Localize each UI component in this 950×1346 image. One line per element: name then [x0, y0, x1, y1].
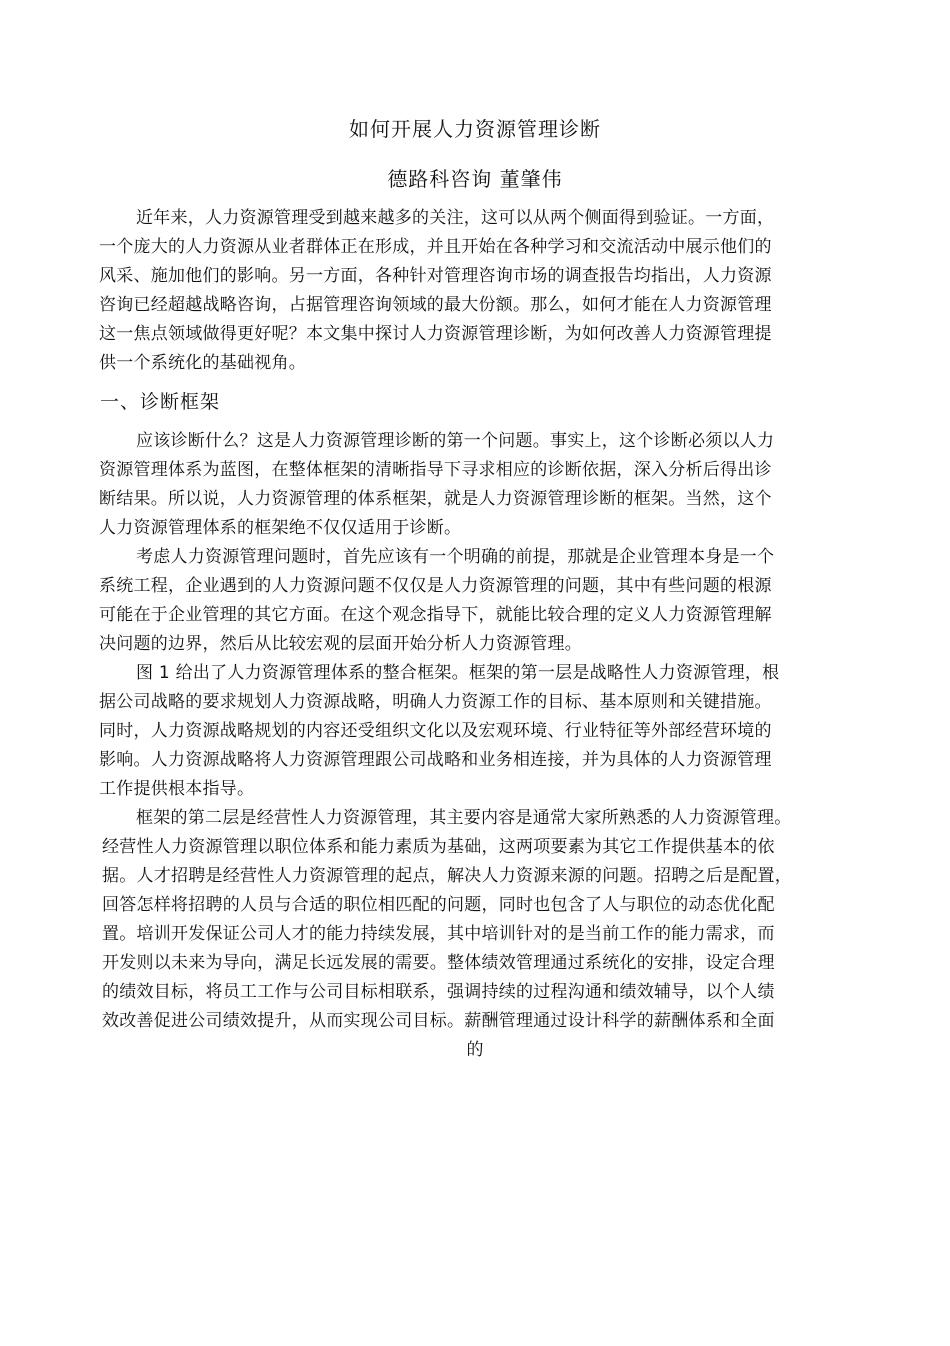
section-heading: 一、诊断框架 [100, 391, 221, 413]
paragraph-line: 影响。人力资源战略将人力资源管理跟公司战略和业务相连接，并为具体的人力资源管理 [99, 750, 772, 770]
paragraph-line: 据公司战略的要求规划人力资源战略，明确人力资源工作的目标、基本原则和关键措施。 [99, 692, 772, 712]
document-author: 德路科咨询 董肇伟 [387, 167, 563, 191]
paragraph-line: 开发则以未来为导向，满足长远发展的需要。整体绩效管理通过系统化的安排，设定合理 [102, 953, 775, 973]
paragraph-line: 回答怎样将招聘的人员与合适的职位相匹配的问题，同时也包含了人与职位的动态优化配 [102, 895, 775, 915]
paragraph-line: 近年来，人力资源管理受到越来越多的关注，这可以从两个侧面得到验证。一方面， [136, 208, 775, 228]
paragraph-line: 咨询已经超越战略咨询，占据管理咨询领域的最大份额。那么，如何才能在人力资源管理 [99, 295, 772, 315]
paragraph-line: 资源管理体系为蓝图，在整体框架的清晰指导下寻求相应的诊断依据，深入分析后得出诊 [99, 460, 772, 480]
paragraph-line: 图 1 给出了人力资源管理体系的整合框架。框架的第一层是战略性人力资源管理，根 [136, 663, 780, 683]
paragraph-line: 工作提供根本指导。 [99, 779, 255, 799]
trailing-word: 的 [466, 1040, 484, 1060]
paragraph-line: 决问题的边界，然后从比较宏观的层面开始分析人力资源管理。 [99, 634, 582, 654]
paragraph-line: 断结果。所以说，人力资源管理的体系框架，就是人力资源管理诊断的框架。当然，这个 [99, 489, 772, 509]
paragraph-line: 框架的第二层是经营性人力资源管理，其主要内容是通常大家所熟悉的人力资源管理。 [136, 808, 792, 828]
paragraph-line: 效改善促进公司绩效提升，从而实现公司目标。薪酬管理通过设计科学的薪酬体系和全面 [102, 1011, 775, 1031]
paragraph-line: 供一个系统化的基础视角。 [99, 353, 306, 373]
document-title: 如何开展人力资源管理诊断 [349, 117, 601, 141]
paragraph-line: 据。人才招聘是经营性人力资源管理的起点，解决人力资源来源的问题。招聘之后是配置， [102, 866, 792, 886]
paragraph-line: 同时，人力资源战略规划的内容还受组织文化以及宏观环境、行业特征等外部经营环境的 [99, 721, 772, 741]
paragraph-line: 考虑人力资源管理问题时，首先应该有一个明确的前提，那就是企业管理本身是一个 [136, 547, 775, 567]
paragraph-line: 这一焦点领域做得更好呢？本文集中探讨人力资源管理诊断，为如何改善人力资源管理提 [99, 324, 772, 344]
paragraph-line: 一个庞大的人力资源从业者群体正在形成，并且开始在各种学习和交流活动中展示他们的 [99, 237, 772, 257]
paragraph-line: 置。培训开发保证公司人才的能力持续发展，其中培训针对的是当前工作的能力需求，而 [102, 924, 775, 944]
paragraph-line: 风采、施加他们的影响。另一方面，各种针对管理咨询市场的调查报告均指出，人力资源 [99, 266, 772, 286]
paragraph-line: 应该诊断什么？这是人力资源管理诊断的第一个问题。事实上，这个诊断必须以人力 [136, 431, 775, 451]
paragraph-line: 系统工程，企业遇到的人力资源问题不仅仅是人力资源管理的问题，其中有些问题的根源 [99, 576, 772, 596]
paragraph-line: 经营性人力资源管理以职位体系和能力素质为基础，这两项要素为其它工作提供基本的依 [102, 837, 775, 857]
paragraph-line: 的绩效目标，将员工工作与公司目标相联系，强调持续的过程沟通和绩效辅导，以个人绩 [102, 982, 775, 1002]
paragraph-line: 可能在于企业管理的其它方面。在这个观念指导下，就能比较合理的定义人力资源管理解 [99, 605, 772, 625]
paragraph-line: 人力资源管理体系的框架绝不仅仅适用于诊断。 [99, 518, 462, 538]
